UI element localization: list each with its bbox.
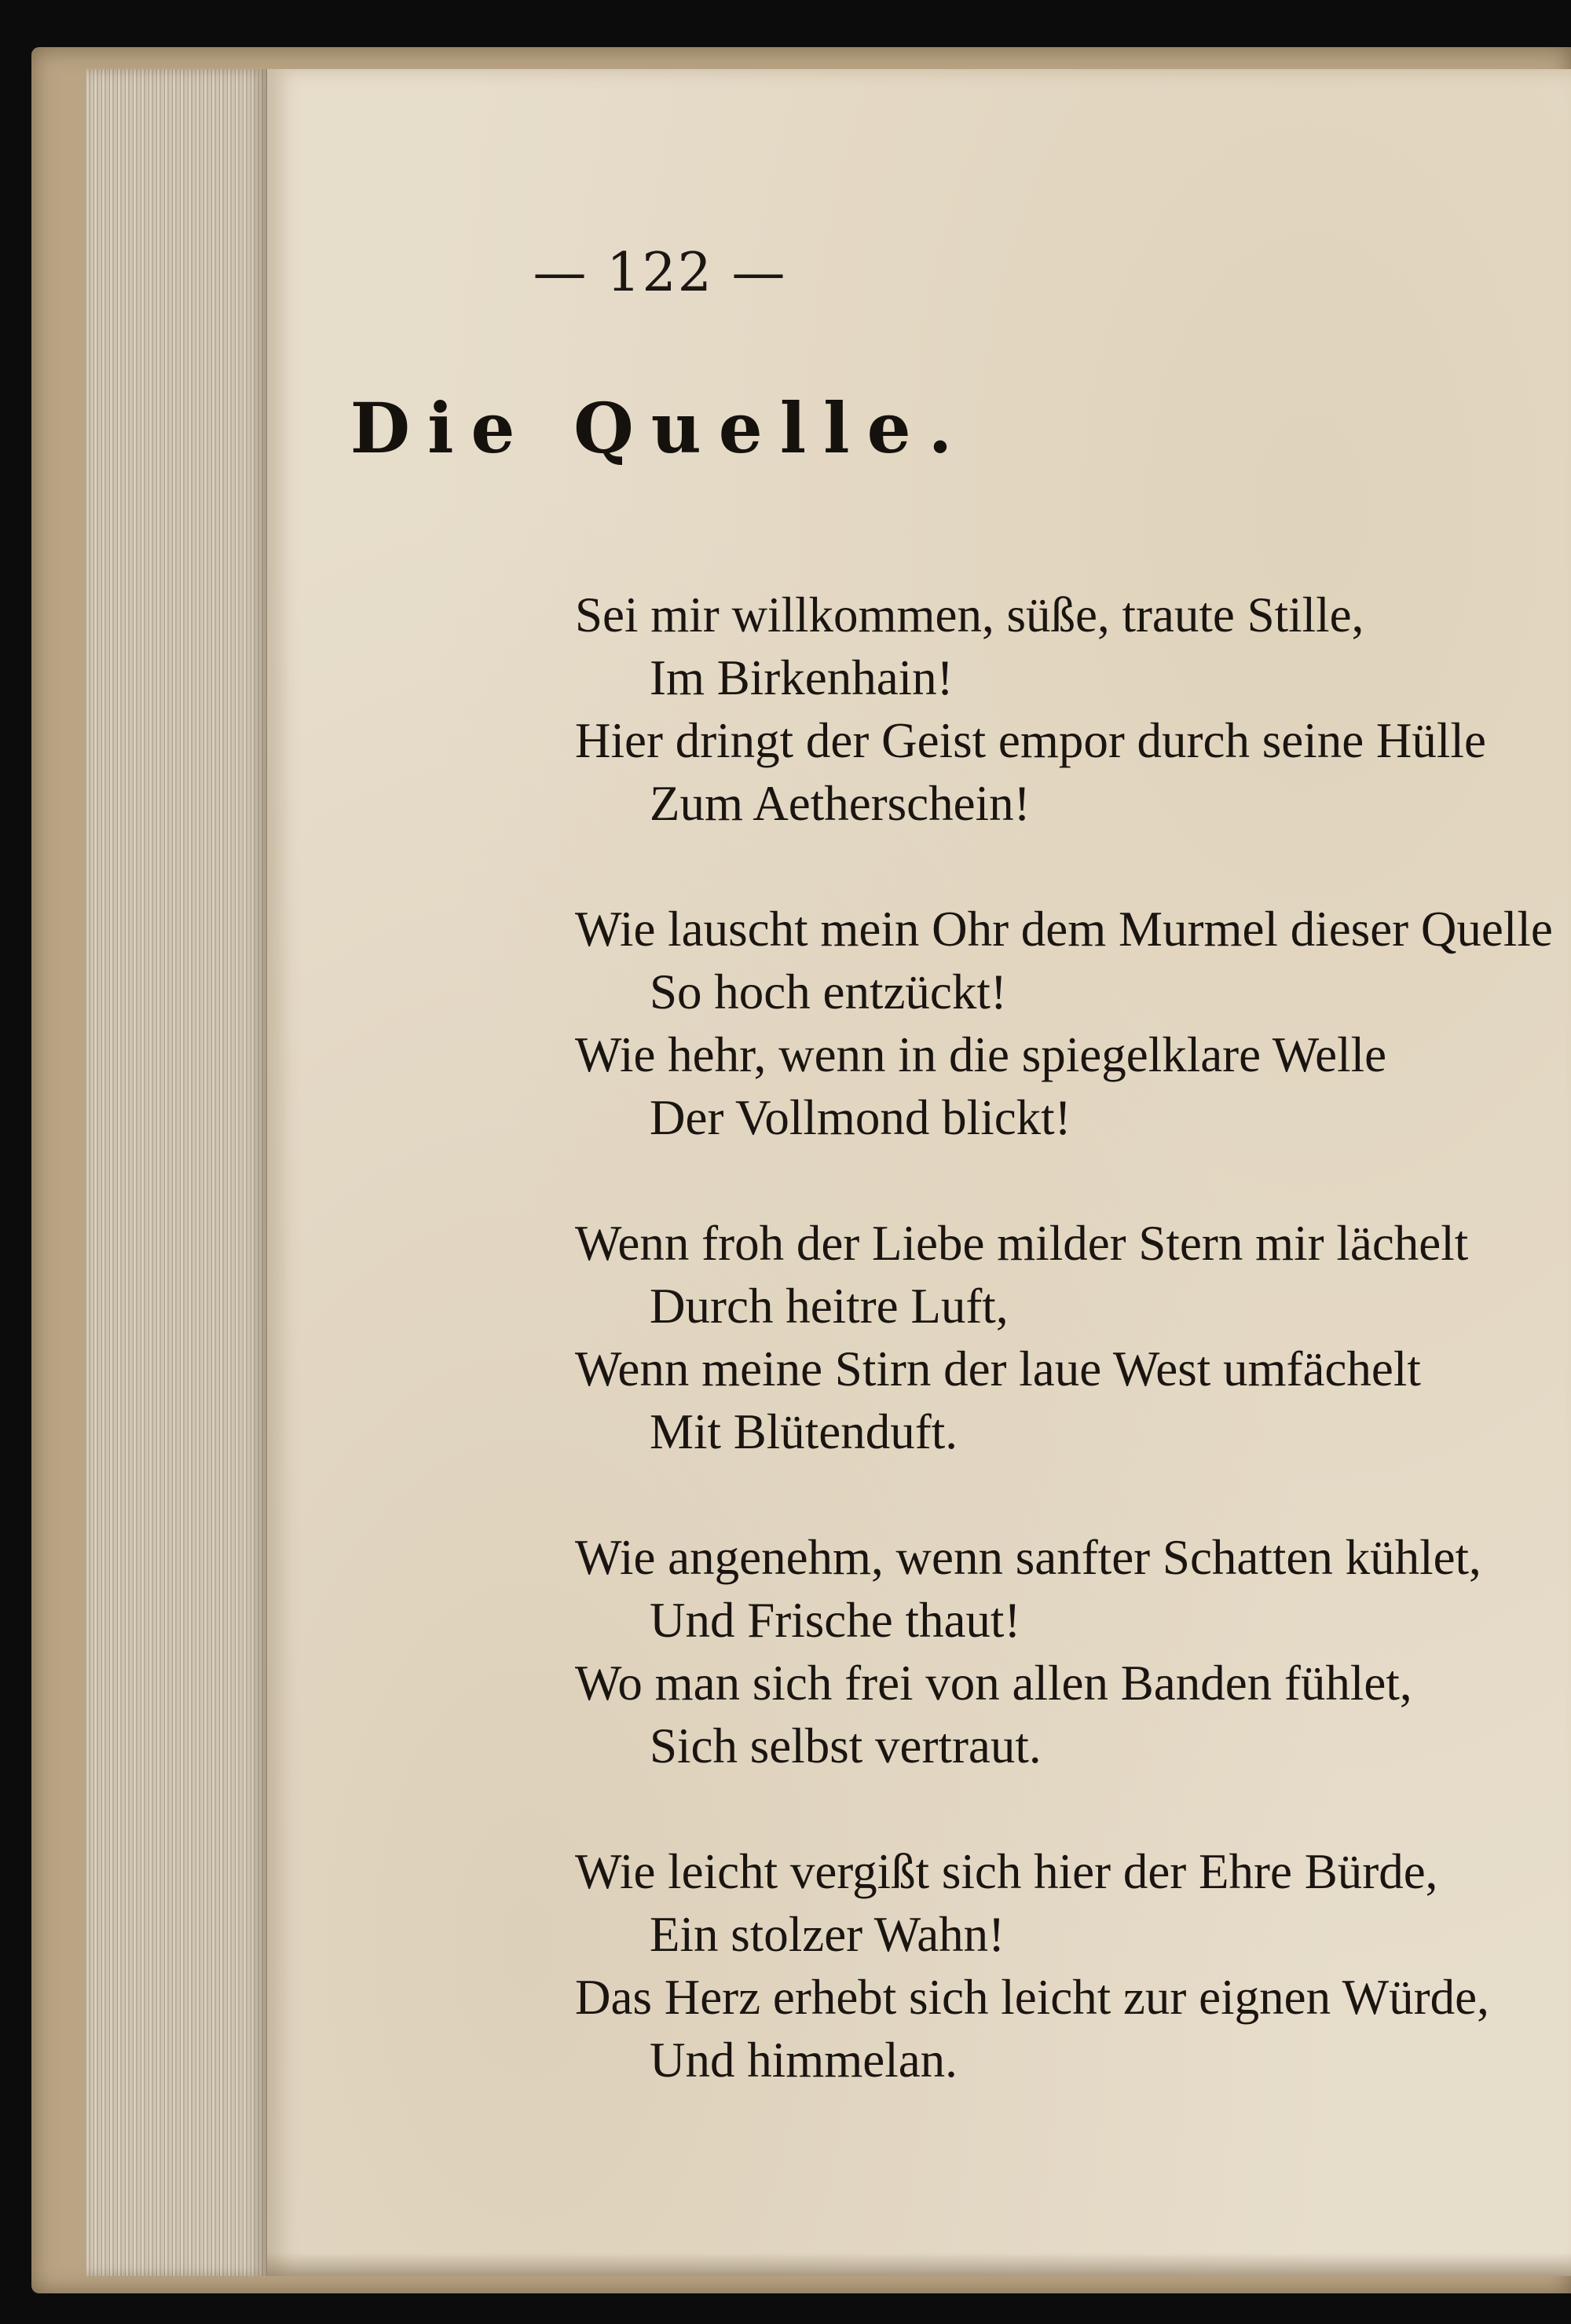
poem-line: Wenn meine Stirn der laue West umfächelt <box>575 1341 1421 1396</box>
poem-line: Sei mir willkommen, süße, traute Stille, <box>575 587 1364 642</box>
poem-line: Wie leicht vergißt sich hier der Ehre Bürde, <box>575 1844 1438 1899</box>
poem-line: Wie hehr, wenn in die spiegelklare Welle <box>575 1027 1387 1082</box>
poem-line: Das Herz erhebt sich leicht zur eignen Würde, <box>575 1970 1489 2025</box>
poem-line: Wenn froh der Liebe milder Stern mir lächelt <box>575 1216 1469 1271</box>
stanza-5 <box>575 1840 1571 2092</box>
stanza-4 <box>575 1526 1571 1777</box>
stanza-2 <box>575 898 1571 1149</box>
poem-line: Und Frische thaut! <box>650 1593 1021 1648</box>
poem-body <box>575 584 1571 2154</box>
poem-line: Im Birkenhain! <box>650 650 954 705</box>
book-page-block <box>86 69 1571 2276</box>
page-number: — 122 — <box>533 242 787 304</box>
poem-line: Sich selbst vertraut. <box>650 1718 1042 1773</box>
poem-line: Hier dringt der Geist empor durch seine Hülle <box>575 713 1486 768</box>
poem-line: Wie angenehm, wenn sanfter Schatten kühlet, <box>575 1530 1481 1585</box>
book-page <box>267 69 1571 2276</box>
page-bottom-shadow <box>267 2253 1571 2276</box>
poem-line: Der Vollmond blickt! <box>650 1090 1071 1145</box>
poem-line: Mit Blütenduft. <box>650 1404 958 1459</box>
poem-line: Und himmelan. <box>650 2033 958 2088</box>
poem-line: Zum Aetherschein! <box>650 776 1031 831</box>
poem-line: Wie lauscht mein Ohr dem Murmel dieser Quelle <box>575 902 1553 957</box>
poem-line: Ein stolzer Wahn! <box>650 1907 1005 1962</box>
poem-line: Durch heitre Luft, <box>650 1279 1009 1334</box>
page-edges <box>86 69 267 2276</box>
poem-title: Die Quelle. <box>350 387 970 469</box>
stanza-3 <box>575 1212 1571 1463</box>
stanza-1 <box>575 584 1571 835</box>
poem-line: Wo man sich frei von allen Banden fühlet, <box>575 1656 1412 1711</box>
poem-line: So hoch entzückt! <box>650 964 1007 1019</box>
